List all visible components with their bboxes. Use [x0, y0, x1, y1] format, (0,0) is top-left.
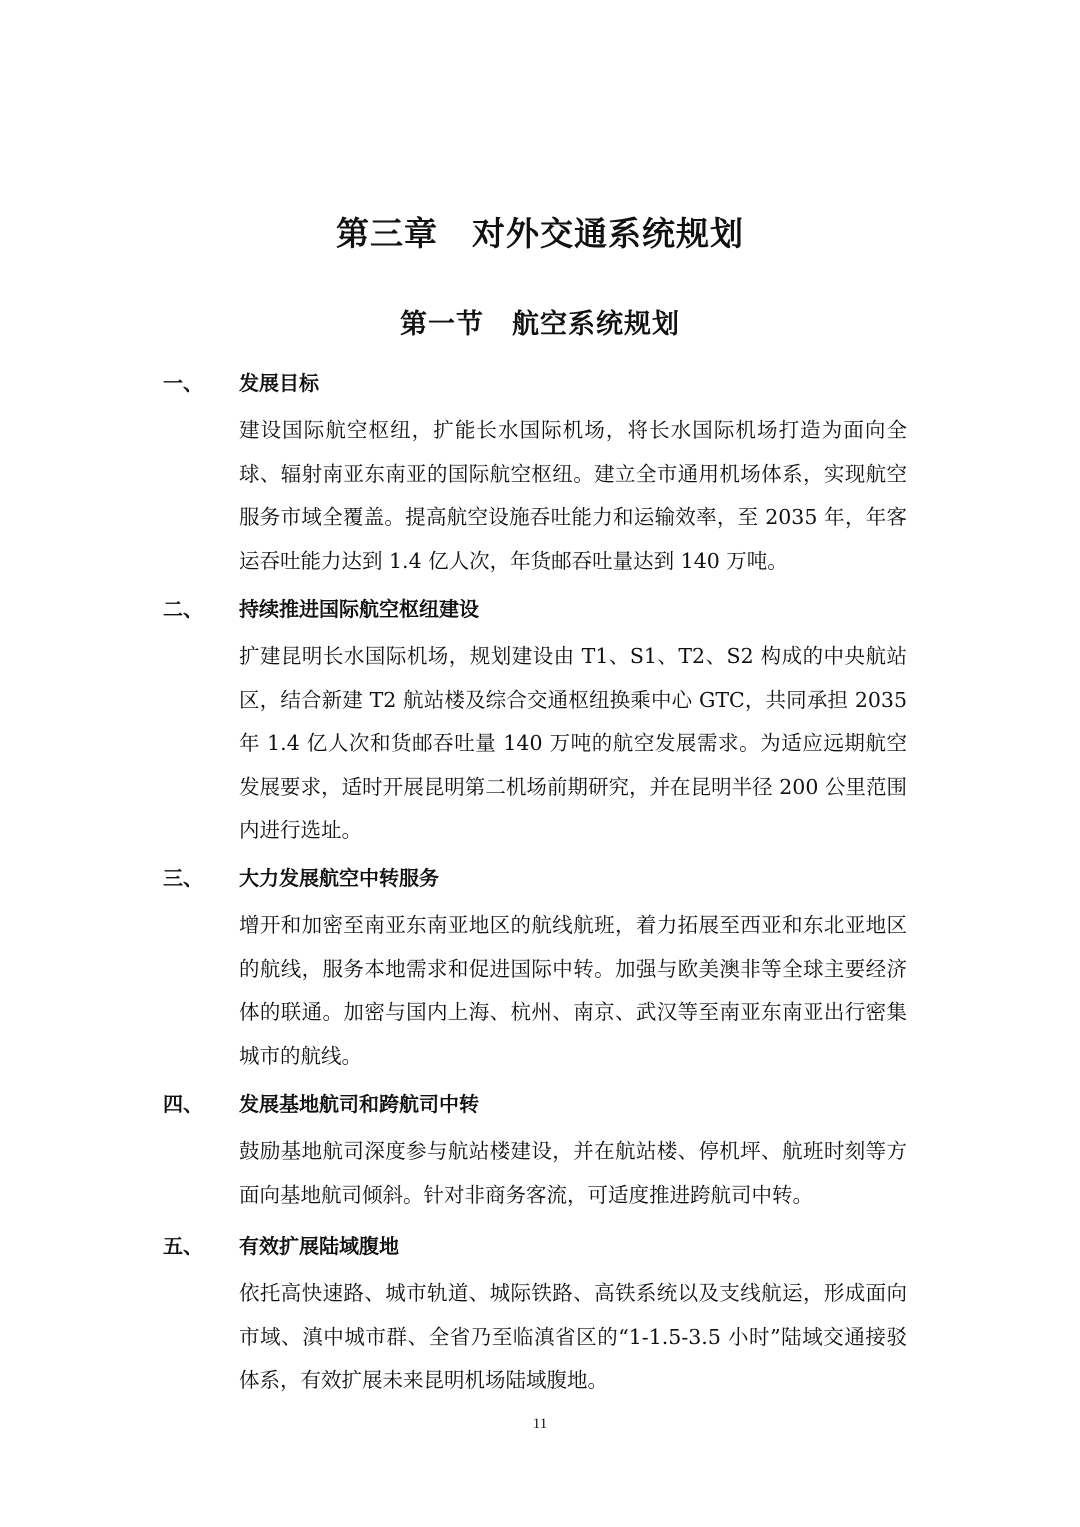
subsection-land-hinterland	[0, 1230, 1080, 1392]
subsection-base-airlines	[0, 1088, 1080, 1207]
subsection-title: 发展基地航司和跨航司中转	[239, 1092, 479, 1116]
subsection-paragraph: 增开和加密至南亚东南亚地区的航线航班，着力拓展至西亚和东北亚地区的航线，服务本地需求和促进国际中转。加强与欧美澳非等全球主要经济体的联通。加密与国内上海、杭州、南京、武汉等至南亚东南亚出行密集城市的航线。	[239, 913, 907, 1068]
subsection-title: 大力发展航空中转服务	[239, 866, 439, 890]
subsection-paragraph: 鼓励基地航司深度参与航站楼建设，并在航站楼、停机坪、航班时刻等方面向基地航司倾斜。针对非商务客流，可适度推进跨航司中转。	[239, 1139, 907, 1207]
subsection-number: 四、	[163, 1092, 203, 1116]
subsection-number: 五、	[163, 1234, 203, 1258]
subsection-development-goals	[0, 367, 1080, 573]
subsection-heading	[0, 1230, 1080, 1260]
subsection-paragraph: 依托高快速路、城市轨道、城际铁路、高铁系统以及支线航运，形成面向市域、滇中城市群、全省乃至临滇省区的“1-1.5-3.5 小时”陆域交通接驳体系，有效扩展未来昆明机场陆域腹地。	[239, 1281, 907, 1392]
subsection-title: 有效扩展陆域腹地	[239, 1234, 399, 1258]
subsection-number: 一、	[163, 371, 203, 395]
subsection-heading	[0, 862, 1080, 892]
page-number: 11	[532, 1416, 548, 1432]
subsection-paragraph: 建设国际航空枢纽，扩能长水国际机场，将长水国际机场打造为面向全球、辐射南亚东南亚的国际航空枢纽。建立全市通用机场体系，实现航空服务市域全覆盖。提高航空设施吞吐能力和运输效率，至 2035 年，年客运吞吐能力达到 1.4 亿人次，年货邮吞吐量达到 140 万吨。	[239, 418, 907, 573]
subsection-heading	[0, 1088, 1080, 1118]
section-title: 第一节 航空系统规划	[400, 309, 680, 340]
chapter-title: 第三章 对外交通系统规划	[336, 214, 744, 253]
subsection-title: 持续推进国际航空枢纽建设	[239, 597, 479, 621]
subsection-heading	[0, 593, 1080, 623]
subsection-number: 二、	[163, 597, 203, 621]
subsection-hub-construction	[0, 593, 1080, 842]
subsection-title: 发展目标	[239, 371, 319, 395]
subsection-paragraph: 扩建昆明长水国际机场，规划建设由 T1、S1、T2、S2 构成的中央航站区，结合新建 T2 航站楼及综合交通枢纽换乘中心 GTC，共同承担 2035 年 1.4 亿人次和货邮吞吐量 140 万吨的航空发展需求。为适应远期航空发展要求，适时开展昆明第二机场前期研究，并在昆明半径 200 公里范围内进行选址。	[239, 644, 907, 842]
subsection-transfer-service	[0, 862, 1080, 1068]
subsection-number: 三、	[163, 866, 203, 890]
subsection-heading	[0, 367, 1080, 397]
